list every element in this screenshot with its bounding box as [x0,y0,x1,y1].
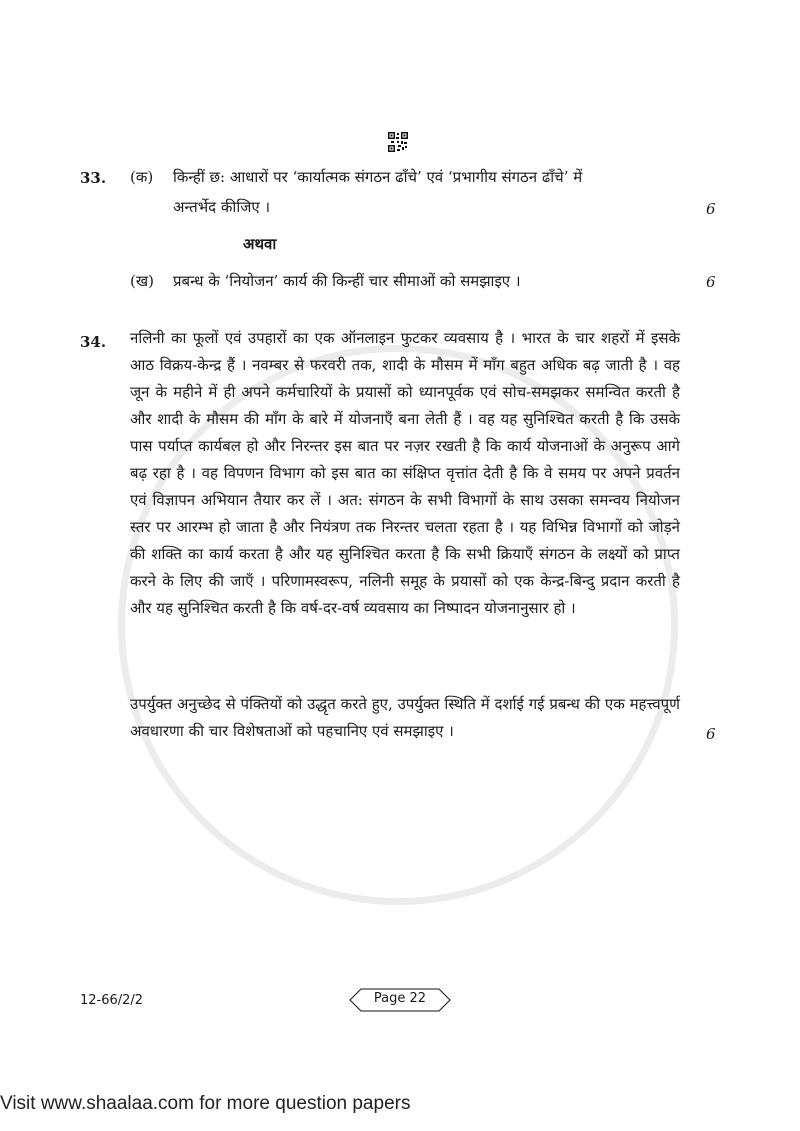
option-b-label: (ख) [130,272,154,290]
option-a-line-2: अन्तर्भेद कीजिए । [173,198,271,216]
option-a-label: (क) [130,168,154,186]
page-number-badge [349,988,451,1012]
paper-code: 12-66/2/2 [80,993,144,1008]
marks-33a: 6 [706,200,716,218]
question-number-33: 33. [80,169,107,187]
qr-code-icon [388,132,408,152]
question-34-prompt: उपर्युक्त अनुच्छेद से पंक्तियों को उद्धृत करते हुए, उपर्युक्त स्थिति में दर्शाई गई प्रबन्ध की एक महत्त्वपूर्ण अवधारणा की चार विशेषताओं को पहचानिए एवं समझाइए । [130,695,680,740]
question-number-34: 34. [80,333,107,351]
site-footer-text: Visit www.shaalaa.com for more question papers [0,1093,411,1114]
marks-34: 6 [706,725,716,743]
option-b-text: प्रबन्ध के ‘नियोजन’ कार्य की किन्हीं चार सीमाओं को समझाइए । [173,272,521,290]
page-number: Page 22 [373,991,427,1006]
or-label: अथवा [243,235,277,253]
marks-33b: 6 [706,273,716,291]
case-passage: नलिनी का फूलों एवं उपहारों का एक ऑनलाइन फुटकर व्यवसाय है । भारत के चार शहरों में इसके आठ विक्रय-केन्द्र हैं । नवम्बर से फरवरी तक, शादी के मौसम में माँग बहुत अधिक बढ़ जाती है । वह जून के महीने में ही अपने कर्मचारियों के प्रयासों को ध्यानपूर्वक एवं सोच-समझकर समन्वित करती है और शादी के मौसम की माँग के बारे में योजनाएँ बना लेती हैं । वह यह सुनिश्चित करती है कि उसके पास पर्याप्त कार्यबल हो और निरन्तर इस बात पर नज़र रखती है कि कार्य योजनाओं के अनुरूप आगे बढ़ रहा है । वह विपणन विभाग को इस बात का संक्षिप्त वृत्तांत देती है कि वे समय पर अपने प्रवर्तन एवं विज्ञापन अभियान तैयार कर लें । अत: संगठन के सभी विभागों के साथ उसका समन्वय नियोजन स्तर पर आरम्भ हो जाता है और नियंत्रण तक निरन्तर चलता रहता है । यह विभिन्न विभागों को जोड़ने की शक्ति का कार्य करता है और यह सुनिश्चित करता है कि सभी क्रियाएँ संगठन के लक्ष्यों को प्राप्त करने के लिए की जाएँ । परिणामस्वरूप, नलिनी समूह के प्रयासों को एक केन्द्र-बिन्दु प्रदान करती है और यह सुनिश्चित करती है कि वर्ष-दर-वर्ष व्यवसाय का निष्पादन योजनानुसार हो । [130,329,680,617]
option-a-line-1: किन्हीं छ: आधारों पर ‘कार्यात्मक संगठन ढाँचे’ एवं ‘प्रभागीय संगठन ढाँचे’ में [173,168,583,186]
